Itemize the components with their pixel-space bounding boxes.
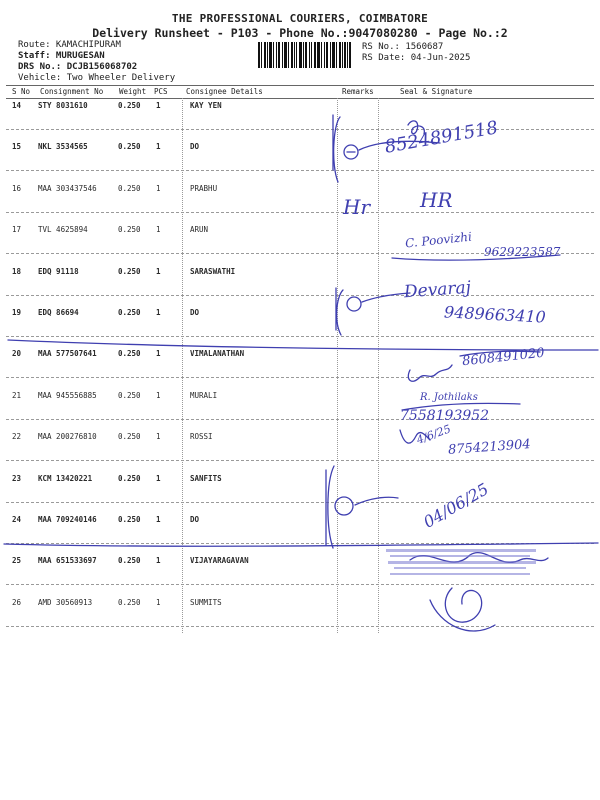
row-consignee: DO — [190, 142, 200, 152]
row-divider — [6, 543, 594, 544]
row-consignee: VIMALANATHAN — [190, 349, 245, 359]
row-sno: 22 — [12, 432, 22, 442]
rs-date: RS Date: 04-Jun-2025 — [362, 53, 471, 63]
handwritten-phone: 7558193952 — [400, 408, 490, 424]
row-sno: 25 — [12, 556, 22, 566]
runsheet-title: Delivery Runsheet - P103 - Phone No.:9047080280 - Page No.:2 — [92, 26, 508, 40]
row-consignee: ARUN — [190, 225, 209, 235]
row-weight: 0.250 — [118, 432, 141, 442]
row-pcs: 1 — [156, 308, 161, 317]
row-consignee: SUMMITS — [190, 597, 222, 607]
row-consignee: DO — [190, 308, 200, 317]
row-pcs: 1 — [156, 183, 161, 193]
col-header-consignee: Consignee Details — [186, 87, 263, 96]
row-weight: 0.250 — [118, 390, 141, 400]
col-header-sno: S No — [12, 87, 31, 96]
row-divider — [6, 336, 594, 337]
row-consignment-no: MAA 200276810 — [38, 432, 97, 442]
row-divider — [6, 626, 594, 627]
row-sno: 19 — [12, 308, 22, 317]
row-consignment-no: TVL 4625894 — [38, 225, 88, 235]
row-divider — [6, 212, 594, 213]
company-stamp — [384, 545, 542, 583]
row-divider — [6, 460, 594, 461]
row-divider — [6, 295, 594, 296]
row-consignment-no: KCM 13420221 — [38, 473, 93, 483]
row-weight: 0.250 — [118, 225, 141, 235]
row-pcs: 1 — [156, 349, 161, 359]
row-consignee: DO — [190, 515, 200, 524]
row-divider — [6, 170, 594, 171]
row-sno: 15 — [12, 142, 22, 152]
handwritten-phone: 8754213904 — [447, 437, 532, 458]
row-sno: 24 — [12, 515, 22, 524]
row-pcs: 1 — [156, 432, 161, 442]
handwritten-phone: 8608491020 — [461, 345, 546, 370]
row-weight: 0.250 — [118, 101, 141, 110]
table-header-rule — [6, 98, 594, 99]
row-pcs: 1 — [156, 101, 161, 110]
row-pcs: 1 — [156, 225, 161, 235]
row-divider — [6, 419, 594, 420]
row-sno: 16 — [12, 183, 22, 193]
vehicle-label: Vehicle: Two Wheeler Delivery — [18, 73, 176, 83]
company-name: THE PROFESSIONAL COURIERS, COIMBATORE — [171, 12, 429, 25]
row-sno: 21 — [12, 390, 22, 400]
rs-number: RS No.: 1560687 — [362, 42, 444, 52]
row-weight: 0.250 — [118, 473, 141, 483]
row-consignment-no: EDQ 91118 — [38, 266, 79, 276]
drs-number: DRS No.: DCJB156068702 — [18, 62, 138, 72]
row-consignment-no: STY 8031610 — [38, 101, 88, 110]
handwritten-phone: 9629223587 — [484, 245, 561, 259]
row-sno: 23 — [12, 473, 22, 483]
row-weight: 0.250 — [118, 515, 141, 524]
col-header-consignment: Consignment No — [40, 87, 104, 96]
col-header-signature: Seal & Signature — [400, 87, 473, 96]
handwritten-phone: 9489663410 — [443, 302, 547, 327]
row-consignee: MURALI — [190, 390, 218, 400]
row-divider — [6, 584, 594, 585]
row-consignment-no: MAA 577507641 — [38, 349, 97, 359]
staff-label: Staff: MURUGESAN — [18, 51, 105, 61]
row-consignment-no: NKL 3534565 — [38, 142, 88, 152]
row-weight: 0.250 — [118, 556, 141, 566]
row-consignment-no: MAA 709240146 — [38, 515, 97, 524]
handwritten-name: Devaraj — [403, 277, 472, 303]
handwritten-name: C. Poovizhi — [404, 229, 473, 251]
row-weight: 0.250 — [118, 308, 141, 317]
col-header-weight: Weight — [119, 87, 147, 96]
row-divider — [6, 377, 594, 378]
row-consignment-no: MAA 651533697 — [38, 556, 97, 566]
row-pcs: 1 — [156, 473, 161, 483]
handwritten-initials: HR — [420, 188, 453, 212]
row-weight: 0.250 — [118, 349, 141, 359]
row-pcs: 1 — [156, 142, 161, 152]
handwritten-initials: Hr — [343, 195, 371, 219]
row-weight: 0.250 — [118, 597, 141, 607]
row-divider — [6, 129, 594, 130]
row-consignee: SARASWATHI — [190, 266, 236, 276]
column-separator — [182, 98, 183, 633]
row-weight: 0.250 — [118, 183, 141, 193]
row-divider — [6, 502, 594, 503]
handwritten-date: 04/06/25 — [420, 479, 492, 532]
table-top-rule — [6, 85, 594, 86]
row-sno: 20 — [12, 349, 22, 359]
row-consignment-no: MAA 303437546 — [38, 183, 97, 193]
row-pcs: 1 — [156, 515, 161, 524]
row-pcs: 1 — [156, 556, 161, 566]
handwritten-name: R. Jothilaks — [420, 392, 478, 403]
row-weight: 0.250 — [118, 266, 141, 276]
row-consignment-no: AMD 30560913 — [38, 597, 93, 607]
handwritten-date: 4/6/25 — [414, 422, 453, 447]
column-separator — [378, 98, 379, 633]
row-consignee: PRABHU — [190, 183, 218, 193]
row-pcs: 1 — [156, 390, 161, 400]
column-separator — [337, 98, 338, 633]
col-header-remarks: Remarks — [342, 87, 374, 96]
route-label: Route: KAMACHIPURAM — [18, 40, 121, 50]
row-consignee: VIJAYARAGAVAN — [190, 556, 249, 566]
row-sno: 14 — [12, 101, 22, 110]
barcode-image — [258, 42, 351, 68]
row-sno: 26 — [12, 597, 22, 607]
row-pcs: 1 — [156, 266, 161, 276]
row-consignment-no: MAA 945556885 — [38, 390, 97, 400]
row-consignee: SANFITS — [190, 473, 222, 483]
row-consignee: KAY YEN — [190, 101, 222, 110]
col-header-pcs: PCS — [154, 87, 168, 96]
row-consignment-no: EDQ 86694 — [38, 308, 79, 317]
row-consignee: ROSSI — [190, 432, 213, 442]
row-sno: 18 — [12, 266, 22, 276]
row-pcs: 1 — [156, 597, 161, 607]
row-weight: 0.250 — [118, 142, 141, 152]
row-sno: 17 — [12, 225, 22, 235]
handwritten-phone: 8524891518 — [383, 117, 500, 158]
